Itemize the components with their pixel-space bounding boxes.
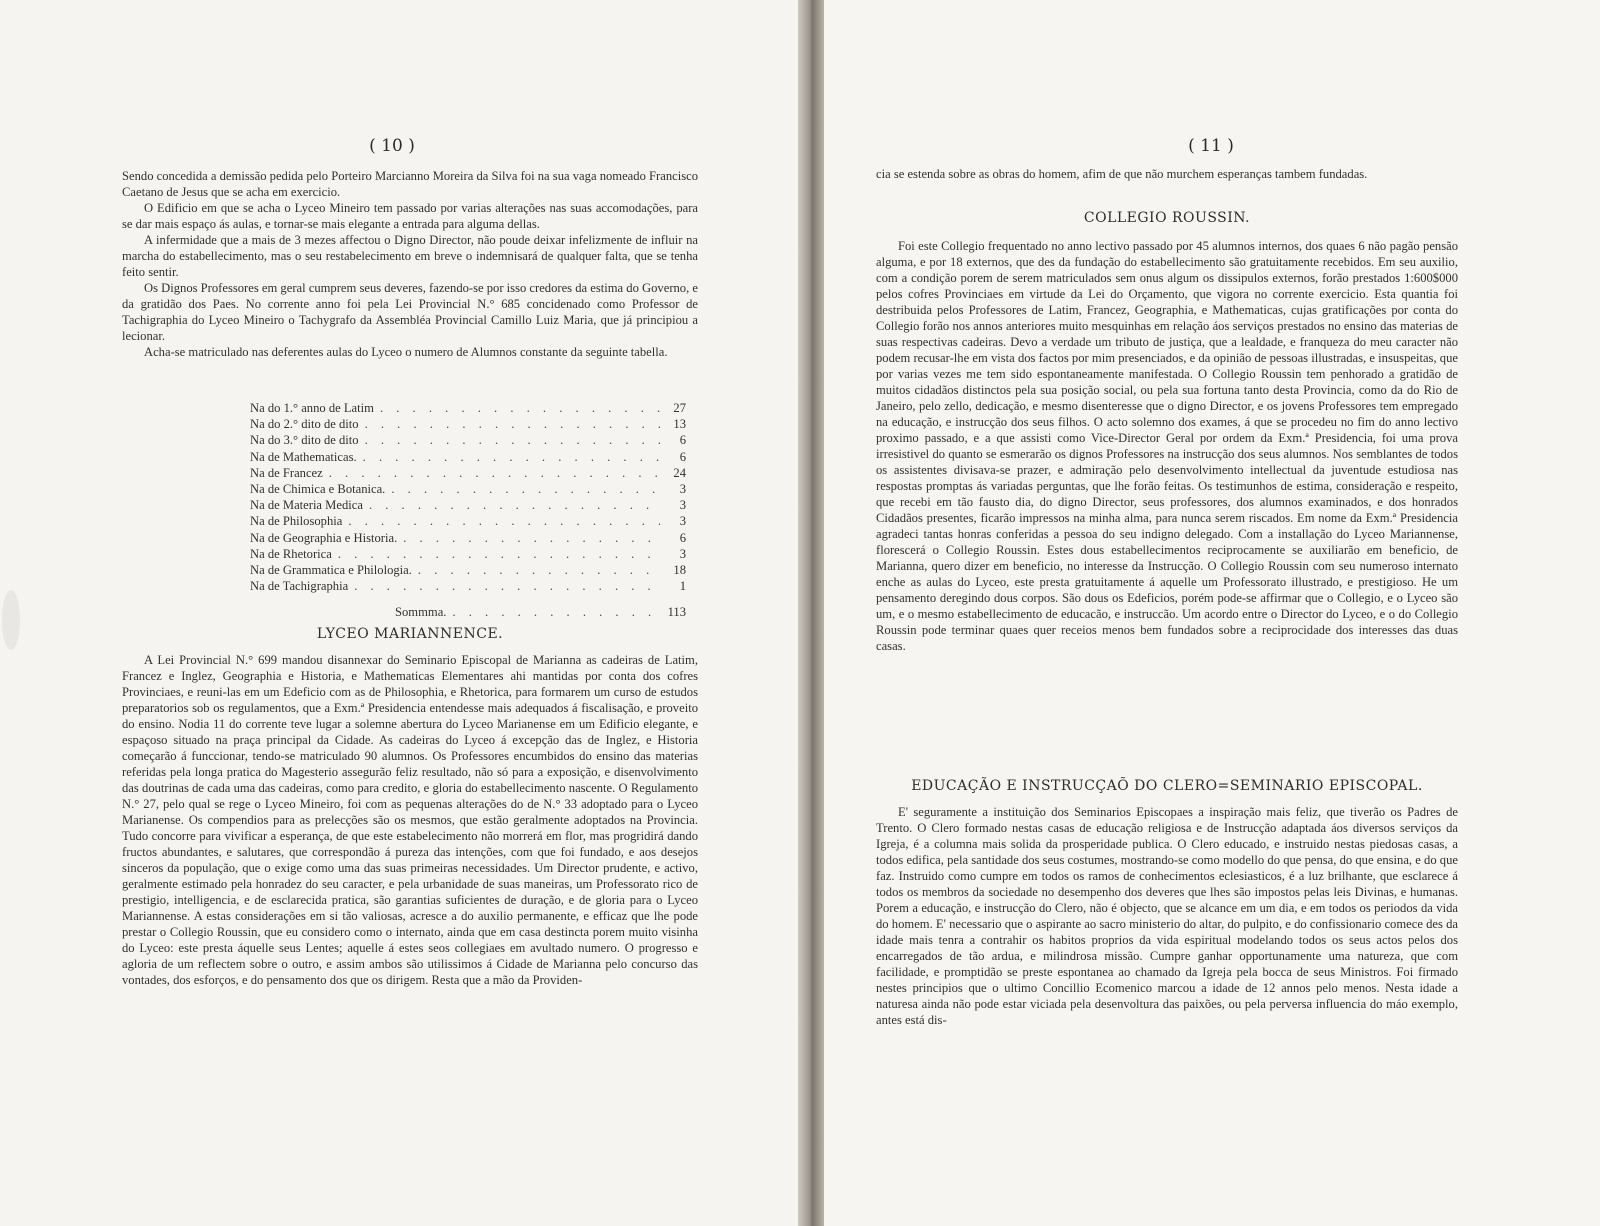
table-row [250, 546, 686, 562]
paragraph: Acha-se matriculado nas deferentes aulas do Lyceo o numero de Alumnos constante da seguinte tabella. [144, 345, 668, 359]
paragraph: Sendo concedida a demissão pedida pelo Porteiro Marcianno Moreira da Silva foi na sua vaga nomeado Francisco Caetano de Jesus que se acha em exercicio. [122, 169, 698, 199]
section-heading: LYCEO MARIANNENCE. [316, 626, 504, 642]
paragraph: Os Dignos Professores em geral cumprem seus deveres, fazendo-se por isso credores da estima do Governo, e da gratidão dos Paes. No corrente anno foi pela Lei Provincial N.° 685 concidenado como Professor de Tachigraphia do Lyceo Mineiro o Tachygrafo da Assembléa Provincial Camillo Luiz Maria, que já principiou a lecionar. [122, 281, 698, 343]
row-count: 13 [673, 417, 686, 432]
row-count: 3 [679, 498, 686, 513]
row-count: 1 [679, 579, 686, 594]
enrollment-table [250, 400, 686, 620]
row-label: Na de Chimica e Botanica. [250, 481, 386, 496]
row-count: 6 [679, 433, 686, 448]
row-count: 3 [679, 546, 686, 561]
table-row [250, 578, 686, 594]
row-count: 27 [673, 401, 686, 415]
paragraph: Foi este Collegio frequentado no anno lectivo passado por 45 alumnos internos, dos quaes 6 não pagão pensão alguma, e por 18 externos, que des da fundação do estabellecimento são gratuitamente recebidos. Em seu auxilio, com a condição porem de serem matriculados sem onus algum os dissipulos externos, forão prestados 1:600$000 pelos cofres Provinciaes em virtude da Lei do Orçamento, que vigora no corrente exercicio. Esta quantia foi destribuida pelos Professores de Latim, Francez, Geographia, e Mathematicas, cujas gratificações por conta do Collegio forão nos annos anteriores muito mesquinhas em relação áos serviços prestados no ensino das materias de suas respectivas cadeiras. Devo a verdade um tributo de justiça, que a lealdade, e franqueza do meu caracter não podem recusar-lhe em vista dos factos por mim presenciados, e da opinião de pessoas illustradas, e insuspeitas, que por varias vezes me tem sido espontaneamente manifestada. O Collegio Roussin tem penhorado a gratidão de muitos cidadãos distinctos pela sua posição social, ou pela sua fortuna tanto desta Provincia, como da do Rio de Janeiro, pelo zello, dedicação, e mesmo disenteresse que o digno Director, e os jovens Professores tem empregado na educação, e instrucção dos seus filhos. O acto solemno dos exames, á que se procedeu no fim do anno lectivo proximo passado, e a que assisti como Vice-Director Geral por ordem da Exm.ª Presidencia, foi uma prova irresistivel do quanto se esmerarão os dignos Professores na instrucção dos seus alumnos. Nos semblantes de todos os assistentes divisava-se prazer, e admiração pelo desenvolvimento intellectual da juventude estudiosa nas respostas promptas ás variadas perguntas, que lhe forão feitas. Os testimunhos de estima, consideração e respeito, que recebi em tão fausto dia, do digno Director, seus professores, dos alumnos examinados, e dos honrados Cidadãos presentes, ficarão impressos na minha alma, para nunca serem riscados. Em nome da Exm.ª Presidencia agradeci tantas honras conferidas a pessoa do seu indigno delegado. Com a installação do Lyceo Mariannense, florescerá o Collegio Roussin. Estes dous estabellecimentos reciprocamente se auxiliarão em beneficio, de Marianna, quero dizer em beneficio, no interesse da Instrucção. O Collegio Roussin com seu numeroso internato enche as aulas do Lyceo, este presta gratuitamente á aquelle um Professorato illustrado, e prestigioso. He um pensamento deregindo dous corpos. São dous os Edeficios, porém pode-se affirmar que o Collegio, e o Lyceo são um, e o mesmo estabellecimento de educacão, e instruccão. Um acordo entre o Director do Lyceo, e o do Collegio Roussin pode terminar quaes quer receios menos bem fundados sobre a reciprocidade dos interesses das duas casas. [876, 239, 1458, 653]
row-label: Na de Materia Medica [250, 498, 363, 513]
row-count: 6 [679, 449, 686, 464]
paragraph: E' seguramente a instituição dos Seminarios Episcopaes a inspiração mais feliz, que tiverão os Padres de Trento. O Clero formado nestas casas de educação religiosa e de Instrucção adaptada áos diversos serviços da Igreja, é a columna mais solida da prosperidade publica. O Clero educado, e instruido nestas piedosas casas, a todos edifica, pela santidade dos seus costumes, mostrando-se como modello do que pensa, do que ensina, e do que faz. Instruido como cumpre em todos os ramos de conhecimentos eclesiasticos, é a luz brilhante, que esclarece á todos os membros da sociedade no desempenho dos deveres que lhes são impostos pelas leis Divinas, e humanas. Porem a educação, e instrucção do Clero, não é objecto, que se alcance em um dia, e em todos os periodos da vida do homem. E' necessario que o aspirante ao sacro ministerio do altar, do pulpito, e do confissionario comece des da idade mais tenra a contrahir os habitos proprios da vida espiritual modelando todos os seus actos pelos dos encarregados de tão ardua, e milindrosa missão. Cumpre ganhar opportunamente uma natureza, que com facilidade, e promptidão se preste espontanea ao chamado da Igreja pela bocca de seus Ministros. Foi firmado nestes principios que o ultimo Concillio Ecomenico marcou a idade de 12 annos pelo menos. Nesta idade a naturesa ainda não pode estar viciada pela desenvoltura das paixões, ou pela perversa influencia do máo exemplo, antes está dis- [876, 805, 1458, 1027]
row-count: 24 [673, 465, 686, 480]
page-stain [2, 590, 20, 650]
row-count: 3 [679, 481, 686, 496]
continued-text [876, 166, 1458, 182]
paragraph: A Lei Provincial N.° 699 mandou disannexar do Seminario Episcopal de Marianna as cadeiras de Latim, Francez e Inglez, Geographia e Historia, e Mathematicas Elementares ahi mantidas por conta dos cofres Provinciaes, e reuni-las em um Edeficio com as de Philosophia, e Rhetorica, para formarem um curso de estudos preparatorios sob os regulamentos, que a Exm.ª Presidencia entendesse mais adequados á fiscalisação, e proveito do ensino. Nodia 11 do corrente teve lugar a solemne abertura do Lyceo Marianense em um Edificio elegante, e espaçoso situado na praça principal da Cidade. As cadeiras do Lyceo á excepção das de Inglez, e Historia começarão á funccionar, tendo-se matriculado 90 alumnos. Os Professores encumbidos do ensino das materias referidas pela longa pratica do Magesterio assegurão feliz resultado, não só para a exposição, e disenvolvimento das doutrinas de cada uma das cadeiras, como para credito, e gloria do estabellecimento nascente. O Regulamento N.° 27, pelo qual se rege o Lyceo Mineiro, foi com as pequenas alterações do de N.° 33 adoptado para o Lyceo Marianense. Os compendios para as prelecções são os mesmos, que estão geralmente adoptados na Provincia. Tudo concorre para vivificar a esperança, de que este estabelecimento não morrerá em flor, mas progridirá dando fructos abundantes, e salutares, que correspondão á pureza das intenções, com que foi fundado, e aos desejos sinceros da população, que o exige como uma das suas primeiras necessidades. Um Director prudente, e activo, geralmente estimado pela honradez do seu caracter, e pela urbanidade de suas maneiras, um Professorato rico de prestigio, intelligencia, e de esclarecida pratica, são garantias suficientes de duração, e de gloria para o Lyceo Mariannense. A estas considerações em si tão valiosas, acresce a do auxilio permanente, e efficaz que lhe pode prestar o Collegio Roussin, que eu considero como o internato, ainda que em casa destincta porem muito visinha do Lyceo: este presta áquelle seus Lentes; aquelle á estes seos collegiaes em avultado numero. O progresso e agloria de um reflectem sobre o outro, e assim ambos são utilissimos á Cidade de Marianna pelo concurso das vontades, dos esforços, e do pensamento dos que os dirigem. Resta que a mão da Providen- [122, 653, 698, 987]
row-label: Na do 3.° dito de dito [250, 433, 359, 448]
total-label: Sommma. [395, 605, 447, 620]
table-row [250, 416, 686, 432]
row-label: Na de Philosophia [250, 514, 343, 529]
row-label: Na do 1.° anno de Latim [250, 401, 374, 415]
row-count: 18 [673, 562, 686, 577]
section-heading: COLLEGIO ROUSSIN. [1083, 210, 1251, 226]
paragraph: cia se estenda sobre as obras do homem, afim de que não murchem esperanças tambem fundadas. [876, 167, 1368, 181]
lyceo-text [122, 652, 698, 988]
total-value: 113 [667, 605, 686, 620]
table-row [250, 400, 686, 416]
row-label: Na de Geographia e Historia. [250, 530, 398, 545]
table-row [250, 530, 686, 546]
intro-text [122, 168, 698, 360]
page-number: ( 11 ) [1188, 136, 1234, 156]
paragraph: O Edificio em que se acha o Lyceo Mineiro tem passado por varias alterações nas suas accomodações, para se dar mais espaço ás aulas, e tornar-se mais elegante a entrada para alguma dellas. [122, 201, 698, 231]
row-count: 3 [679, 514, 686, 529]
row-label: Na de Grammatica e Philologia. [250, 562, 412, 577]
paragraph: A infermidade que a mais de 3 mezes affectou o Digno Director, não poude deixar infelizmente de influir na marcha do estabellecimento, mas o seu restabelecimento em breve o indemnisará de qualquer falta, que se tenha feito sentir. [122, 233, 698, 279]
row-label: Na de Francez [250, 465, 323, 480]
table-row [250, 449, 686, 465]
left-page [0, 0, 798, 1226]
table-row [250, 481, 686, 497]
row-count: 6 [679, 530, 686, 545]
total-row [250, 604, 686, 620]
table-row [250, 497, 686, 513]
page-number: ( 10 ) [369, 136, 415, 156]
row-label: Na de Mathematicas. [250, 449, 357, 464]
table-row [250, 432, 686, 448]
table-row [250, 465, 686, 481]
section-heading: EDUCAÇÃO E INSTRUCÇAÕ DO CLERO=SEMINARIO EPISCOPAL. [911, 778, 1423, 794]
educacao-text [876, 804, 1458, 1028]
table-row [250, 562, 686, 578]
collegio-text [876, 238, 1458, 654]
row-label: Na de Tachigraphia [250, 579, 349, 594]
book-gutter [798, 0, 824, 1226]
table-row [250, 513, 686, 529]
row-label: Na de Rhetorica [250, 546, 332, 561]
row-label: Na do 2.° dito de dito [250, 417, 359, 432]
